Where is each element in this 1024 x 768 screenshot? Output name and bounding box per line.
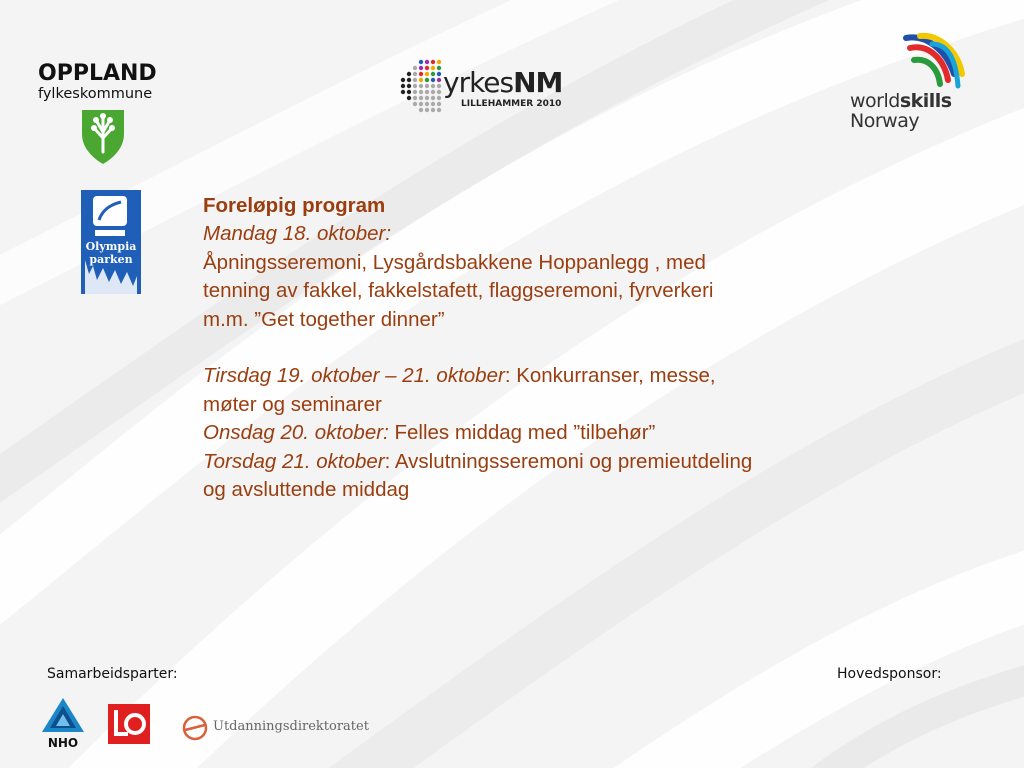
yrkesnm-sub: LILLEHAMMER 2010 — [461, 99, 562, 109]
lo-logo — [108, 704, 150, 744]
yrkesnm-logo — [399, 56, 569, 122]
yrkesnm-dots-icon — [399, 56, 445, 120]
olympiaparken-line2: parken — [89, 253, 133, 266]
worldskills-light: world — [850, 90, 900, 112]
monday-text-3: m.m. ”Get together dinner” — [203, 307, 445, 331]
program-title: Foreløpig program — [203, 194, 386, 217]
worldskills-logo — [850, 30, 970, 134]
tuesday-text-2: møter og seminarer — [203, 392, 382, 416]
thursday-text-1: : Avslutningsseremoni og premieutdeling — [384, 449, 753, 473]
udir-text: Utdanningsdirektoratet — [213, 719, 369, 734]
oppland-sub: fylkeskommune — [38, 86, 153, 102]
worldskills-country: Norway — [850, 110, 920, 132]
yrkesnm-light: yrkes — [443, 66, 514, 99]
tuesday-label: Tirsdag 19. oktober – 21. oktober — [203, 364, 505, 388]
monday-label: Mandag 18. oktober: — [203, 222, 392, 246]
worldskills-bold: skills — [899, 90, 952, 112]
nho-text: NHO — [47, 736, 79, 750]
sponsor-label: Hovedsponsor: — [837, 666, 942, 682]
oppland-logo — [38, 62, 178, 168]
worldskills-swirl-icon — [896, 30, 966, 92]
oppland-name: OPPLAND — [38, 61, 157, 86]
monday-text-1: Åpningsseremoni, Lysgårdsbakkene Hoppanlegg , med — [203, 250, 706, 274]
program-text — [203, 192, 923, 504]
olympiaparken-logo — [79, 190, 143, 296]
lo-mark-icon — [108, 704, 150, 744]
wednesday-text: Felles middag med ”tilbehør” — [388, 421, 656, 445]
nho-triangle-icon — [40, 696, 86, 736]
oppland-shield-icon — [80, 108, 126, 166]
udir-circle-icon — [181, 714, 209, 742]
tuesday-text-1: : Konkurranser, messe, — [504, 364, 716, 388]
thursday-label: Torsdag 21. oktober — [203, 449, 385, 473]
monday-text-2: tenning av fakkel, fakkelstafett, flaggseremoni, fyrverkeri — [203, 279, 714, 303]
nho-logo — [40, 696, 86, 752]
olympiaparken-line1: Olympia — [85, 240, 137, 253]
yrkesnm-bold: NM — [513, 66, 563, 99]
udir-logo — [181, 714, 381, 742]
wednesday-label: Onsdag 20. oktober: — [203, 421, 389, 445]
partners-label: Samarbeidsparter: — [47, 666, 178, 682]
thursday-text-2: og avsluttende middag — [203, 478, 410, 502]
